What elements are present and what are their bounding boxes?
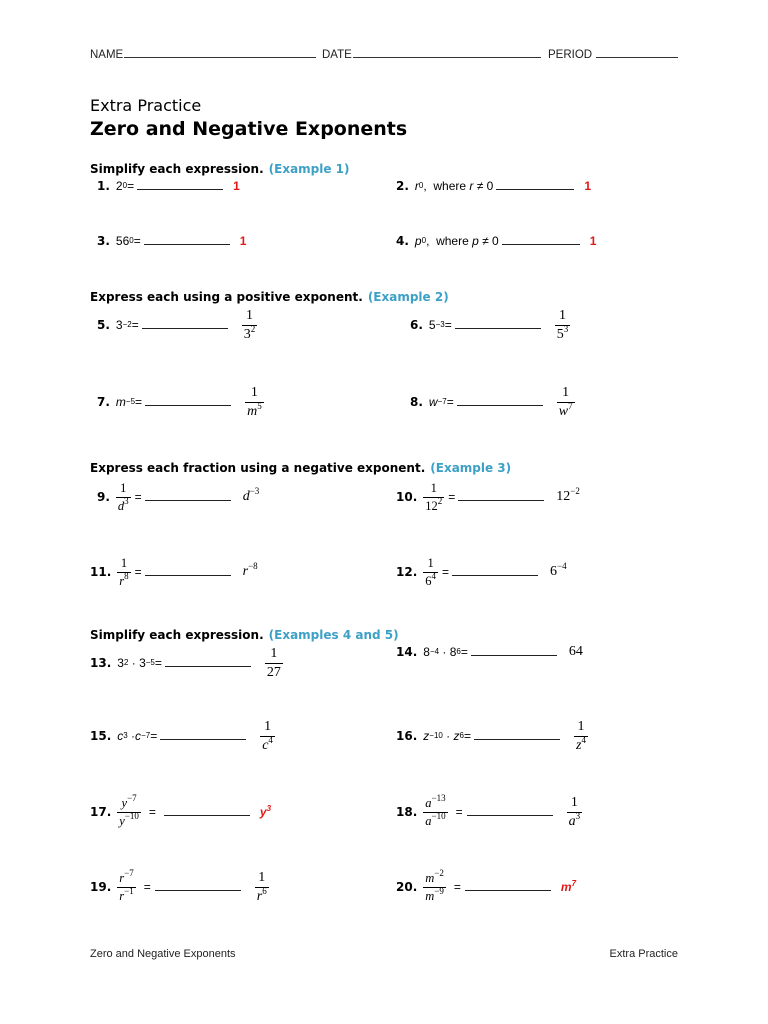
answer-blank[interactable] [502,232,580,245]
period-field[interactable] [548,47,678,61]
answer-blank[interactable] [145,488,231,501]
name-blank[interactable] [124,47,316,58]
answer-blank[interactable] [165,654,251,667]
answer: 64 [568,644,583,659]
problem-15: 15. c 3 ·c −7 = $\frac{1}{c^4}$ [90,718,273,753]
problem-6: 6. 5 −3 = $\frac{1}{5^3}$ [410,307,569,342]
name-label: NAME [90,49,124,61]
question-fraction: $\frac{a^{-13}}{a^{-10}}$ [425,793,446,828]
date-blank[interactable] [353,47,541,58]
problem-8: 8. w −7 = $\frac{1}{w^7}$ [410,384,573,419]
problem-9: 9. $\frac{1}{d^3}$ = $d^{-3}$ [97,481,260,513]
period-label: PERIOD [548,49,593,61]
answer: 1 [233,179,240,193]
answer-fraction: $\frac{1}{3^2}$ [243,307,256,342]
answer-fraction: $\frac{1}{m^5}$ [247,384,262,419]
problem-16: 16. z −10 · z 6 = $\frac{1}{z^4}$ [396,718,586,753]
answer: $m^7$ [560,879,577,894]
date-label: DATE [322,49,352,61]
answer-blank[interactable] [144,232,230,245]
problem-11: 11. $\frac{1}{r^8}$ = $r^{-8}$ [90,556,258,588]
period-blank[interactable] [596,47,678,58]
answer: 1 [584,179,592,193]
answer: 1 [239,234,247,248]
problem-13: 13. 3 2 · 3 −5 = $\frac{1}{27}$ [90,645,281,680]
name-field[interactable] [90,47,316,61]
answer-blank[interactable] [452,563,538,576]
section-2-example: (Example 2) [367,290,449,304]
section-1-heading: Simplify each expression. (Example 1) [90,162,350,176]
problem-20: 20. $\frac{m^{-2}}{m^{-9}}$ = $m^7$ [396,868,577,903]
answer-fraction: $\frac{1}{a^3}$ [568,794,581,829]
answer-blank[interactable] [465,878,551,891]
answer-blank[interactable] [455,316,541,329]
problem-19: 19. $\frac{r^{-7}}{r^{-1}}$ = $\frac{1}{r^6}$ [90,868,267,904]
problem-12: 12. $\frac{1}{6^4}$ = $6^{-4}$ [396,556,567,588]
footer-left: Zero and Negative Exponents [90,948,236,960]
date-field[interactable] [322,47,541,61]
answer-blank[interactable] [142,316,228,329]
answer-blank[interactable] [160,727,246,740]
section-4-example: (Examples 4 and 5) [268,628,399,642]
problem-17: 17. $\frac{y^{-7}}{y^{-10}}$ = $y^3$ [90,793,272,828]
problem-7: 7. m −5 = $\frac{1}{m^5}$ [97,384,262,419]
answer-fraction: $\frac{1}{c^4}$ [262,718,273,753]
problem-18: 18. $\frac{a^{-13}}{a^{-10}}$ = $\frac{1}{a^3}$ [396,793,581,829]
answer: $y^3$ [259,804,272,819]
answer-fraction: $\frac{1}{z^4}$ [575,718,586,753]
question-fraction: $\frac{1}{6^4}$ [425,556,437,588]
answer-blank[interactable] [155,878,241,891]
section-3-heading: Express each fraction using a negative exponent. (Example 3) [90,461,512,475]
section-1-example: (Example 1) [268,162,350,176]
problem-2: 2. r 0 , where r ≠ 0 1 [396,177,591,195]
problem-3: 3. 56 0 = 1 [97,232,246,250]
answer: $12^{-2}$ [556,486,580,504]
answer: $d^{-3}$ [242,486,260,504]
answer: 1 [589,234,597,248]
section-2-heading: Express each using a positive exponent. (Example 2) [90,290,449,304]
section-4-heading: Simplify each expression. (Examples 4 and 5) [90,628,399,642]
answer-fraction: $\frac{1}{5^3}$ [556,307,569,342]
question-fraction: $\frac{1}{d^3}$ [117,481,129,513]
answer-blank[interactable] [164,803,250,816]
answer: $6^{-4}$ [550,561,567,579]
answer-fraction: $\frac{1}{r^6}$ [256,869,267,904]
answer-blank[interactable] [137,177,223,190]
footer-right: Extra Practice [609,948,678,960]
question-fraction: $\frac{y^{-7}}{y^{-10}}$ [119,793,139,828]
problem-4: 4. p 0 , where p ≠ 0 1 [396,232,596,250]
problem-5: 5. 3 −2 = $\frac{1}{3^2}$ [97,307,256,342]
worksheet-title: Zero and Negative Exponents [90,118,408,140]
problem-10: 10. $\frac{1}{12^2}$ = $12^{-2}$ [396,481,580,513]
section-3-example: (Example 3) [430,461,512,475]
question-fraction: $\frac{m^{-2}}{m^{-9}}$ [425,868,444,903]
question-fraction: $\frac{r^{-7}}{r^{-1}}$ [119,868,134,903]
answer-fraction: $\frac{1}{27}$ [266,645,281,680]
worksheet-subtitle: Extra Practice [90,96,202,115]
answer-blank[interactable] [471,643,557,656]
answer-blank[interactable] [457,393,543,406]
answer-blank[interactable] [458,488,544,501]
answer-blank[interactable] [145,563,231,576]
problem-1: 1. 2 0 = 1 [97,177,240,195]
question-fraction: $\frac{1}{r^8}$ [119,556,129,588]
answer-blank[interactable] [496,177,574,190]
answer-blank[interactable] [467,803,553,816]
answer: $r^{-8}$ [242,561,258,579]
question-fraction: $\frac{1}{12^2}$ [425,481,443,513]
answer-blank[interactable] [145,393,231,406]
problem-14: 14. 8 −4 · 8 6 = 64 [396,644,583,659]
answer-fraction: $\frac{1}{w^7}$ [558,384,573,419]
answer-blank[interactable] [474,727,560,740]
